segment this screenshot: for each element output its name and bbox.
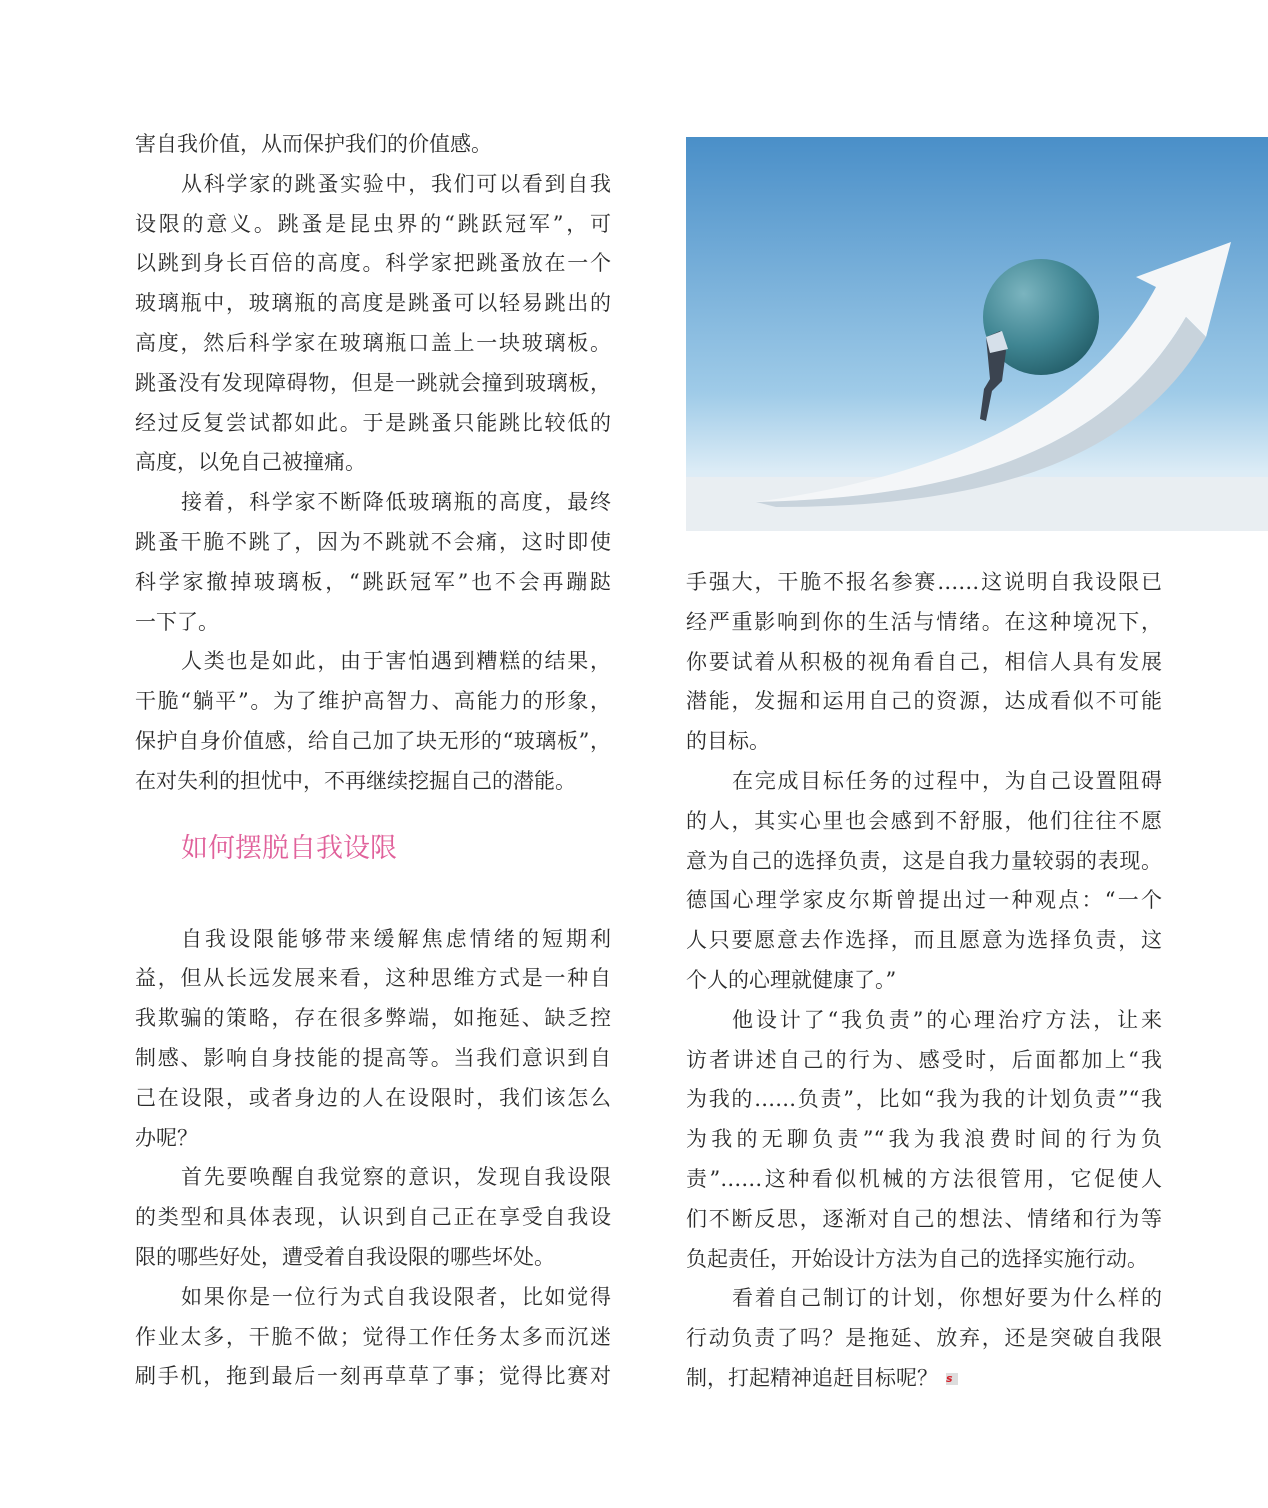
- text-line: 为我的无聊负责”“我为我浪费时间的行为负: [686, 1127, 1162, 1152]
- text-line: 自我设限能够带来缓解焦虑情绪的短期利: [181, 926, 611, 951]
- text-line: 干脆“躺平”。为了维护高智力、高能力的形象，: [135, 689, 611, 714]
- paragraph: [135, 1158, 611, 1277]
- text-line: 制，打起精神追赶目标呢？ s: [686, 1359, 1162, 1399]
- paragraph: [686, 1279, 1162, 1398]
- paragraph: [135, 483, 611, 642]
- text-line: 人只要愿意去作选择，而且愿意为选择负责，这: [686, 928, 1162, 953]
- text-line: 如果你是一位行为式自我设限者，比如觉得: [181, 1284, 611, 1309]
- text-line: 意为自己的选择负责，这是自我力量较弱的表现。: [686, 848, 1162, 873]
- text-line: 的目标。: [686, 729, 770, 754]
- section-heading: 如何摆脱自我设限: [181, 832, 397, 864]
- text-line: 高度，然后科学家在玻璃瓶口盖上一块玻璃板。: [135, 330, 611, 355]
- text-line: 以跳到身长百倍的高度。科学家把跳蚤放在一个: [135, 251, 611, 276]
- text-line: 个人的心理就健康了。”: [686, 967, 897, 992]
- text-line: 玻璃瓶中，玻璃瓶的高度是跳蚤可以轻易跳出的: [135, 291, 611, 316]
- text-line: 限的哪些好处，遭受着自我设限的哪些坏处。: [135, 1244, 555, 1269]
- text-line: 首先要唤醒自我觉察的意识，发现自我设限: [181, 1165, 611, 1190]
- paragraph: [135, 165, 611, 483]
- text-line: 在完成目标任务的过程中，为自己设置阻碍: [732, 768, 1162, 793]
- text-line: 人类也是如此，由于害怕遇到糟糕的结果，: [181, 649, 611, 674]
- text-line: 制感、影响自身技能的提高等。当我们意识到自: [135, 1045, 611, 1070]
- text-line: 害自我价值，从而保护我们的价值感。: [135, 132, 492, 156]
- right-column: [686, 563, 1162, 1399]
- text-line: 己在设限，或者身边的人在设限时，我们该怎么: [135, 1085, 611, 1110]
- text-line: 经过反复尝试都如此。于是跳蚤只能跳比较低的: [135, 410, 611, 435]
- text-line: 跳蚤没有发现障碍物，但是一跳就会撞到玻璃板，: [135, 370, 611, 395]
- text-line: 看着自己制订的计划，你想好要为什么样的: [732, 1286, 1162, 1311]
- paragraph: [686, 762, 1162, 1001]
- text-line: 从科学家的跳蚤实验中，我们可以看到自我: [181, 171, 611, 196]
- text-line: 保护自身价值感，给自己加了块无形的“玻璃板”，: [135, 728, 611, 753]
- text-line: 我欺骗的策略，存在很多弊端，如拖延、缺乏控: [135, 1006, 611, 1031]
- paragraph: [135, 1278, 611, 1397]
- text-line: 科学家撤掉玻璃板，“跳跃冠军”也不会再蹦跶: [135, 569, 611, 594]
- text-line: 经严重影响到你的生活与情绪。在这种境况下，: [686, 609, 1162, 634]
- text-line: 潜能，发掘和运用自己的资源，达成看似不可能: [686, 689, 1162, 714]
- text-line: 他设计了“我负责”的心理治疗方法，让来: [732, 1007, 1162, 1032]
- illustration-photo: [686, 137, 1268, 531]
- text-line: 手强大，干脆不报名参赛……这说明自我设限已: [686, 570, 1162, 594]
- text-line: 跳蚤干脆不跳了，因为不跳就不会痛，这时即使: [135, 529, 611, 554]
- text-line: 高度，以免自己被撞痛。: [135, 450, 366, 475]
- text-line: 负起责任，开始设计方法为自己的选择实施行动。: [686, 1246, 1148, 1271]
- paragraph: [135, 920, 611, 1159]
- text-line: 的类型和具体表现，认识到自己正在享受自我设: [135, 1205, 611, 1230]
- left-column: [135, 125, 611, 1397]
- text-line: 作业太多，干脆不做；觉得工作任务太多而沉迷: [135, 1324, 611, 1349]
- text-line: 接着，科学家不断降低玻璃瓶的高度，最终: [181, 490, 611, 515]
- text-line: 一下了。: [135, 609, 219, 634]
- man-pushing-ball-up-arrow-image: [686, 137, 1268, 531]
- text-line: 为我的……负责”，比如“我为我的计划负责”“我: [686, 1087, 1162, 1112]
- text-line: 行动负责了吗？是拖延、放弃，还是突破自我限: [686, 1326, 1162, 1351]
- text-line: 在对失利的担忧中，不再继续挖掘自己的潜能。: [135, 768, 576, 793]
- text-line: 办呢？: [135, 1125, 198, 1150]
- text-line: 们不断反思，逐渐对自己的想法、情绪和行为等: [686, 1206, 1162, 1231]
- text-line: 德国心理学家皮尔斯曾提出过一种观点：“一个: [686, 888, 1162, 913]
- end-mark-icon: s: [946, 1373, 958, 1385]
- paragraph: [686, 563, 1162, 762]
- text-line: 你要试着从积极的视角看自己，相信人具有发展: [686, 649, 1162, 674]
- text-line: 责”……这种看似机械的方法很管用，它促使人: [686, 1166, 1162, 1191]
- paragraph: [686, 1001, 1162, 1280]
- paragraph: [135, 125, 611, 165]
- paragraph: [135, 642, 611, 801]
- text-line: 访者讲述自己的行为、感受时，后面都加上“我: [686, 1047, 1162, 1072]
- text-line: 益，但从长远发展来看，这种思维方式是一种自: [135, 966, 611, 991]
- text-line: 刷手机，拖到最后一刻再草草了事；觉得比赛对: [135, 1364, 611, 1389]
- text-line: 设限的意义。跳蚤是昆虫界的“跳跃冠军”，可: [135, 211, 611, 236]
- text-line: 的人，其实心里也会感到不舒服，他们往往不愿: [686, 808, 1162, 833]
